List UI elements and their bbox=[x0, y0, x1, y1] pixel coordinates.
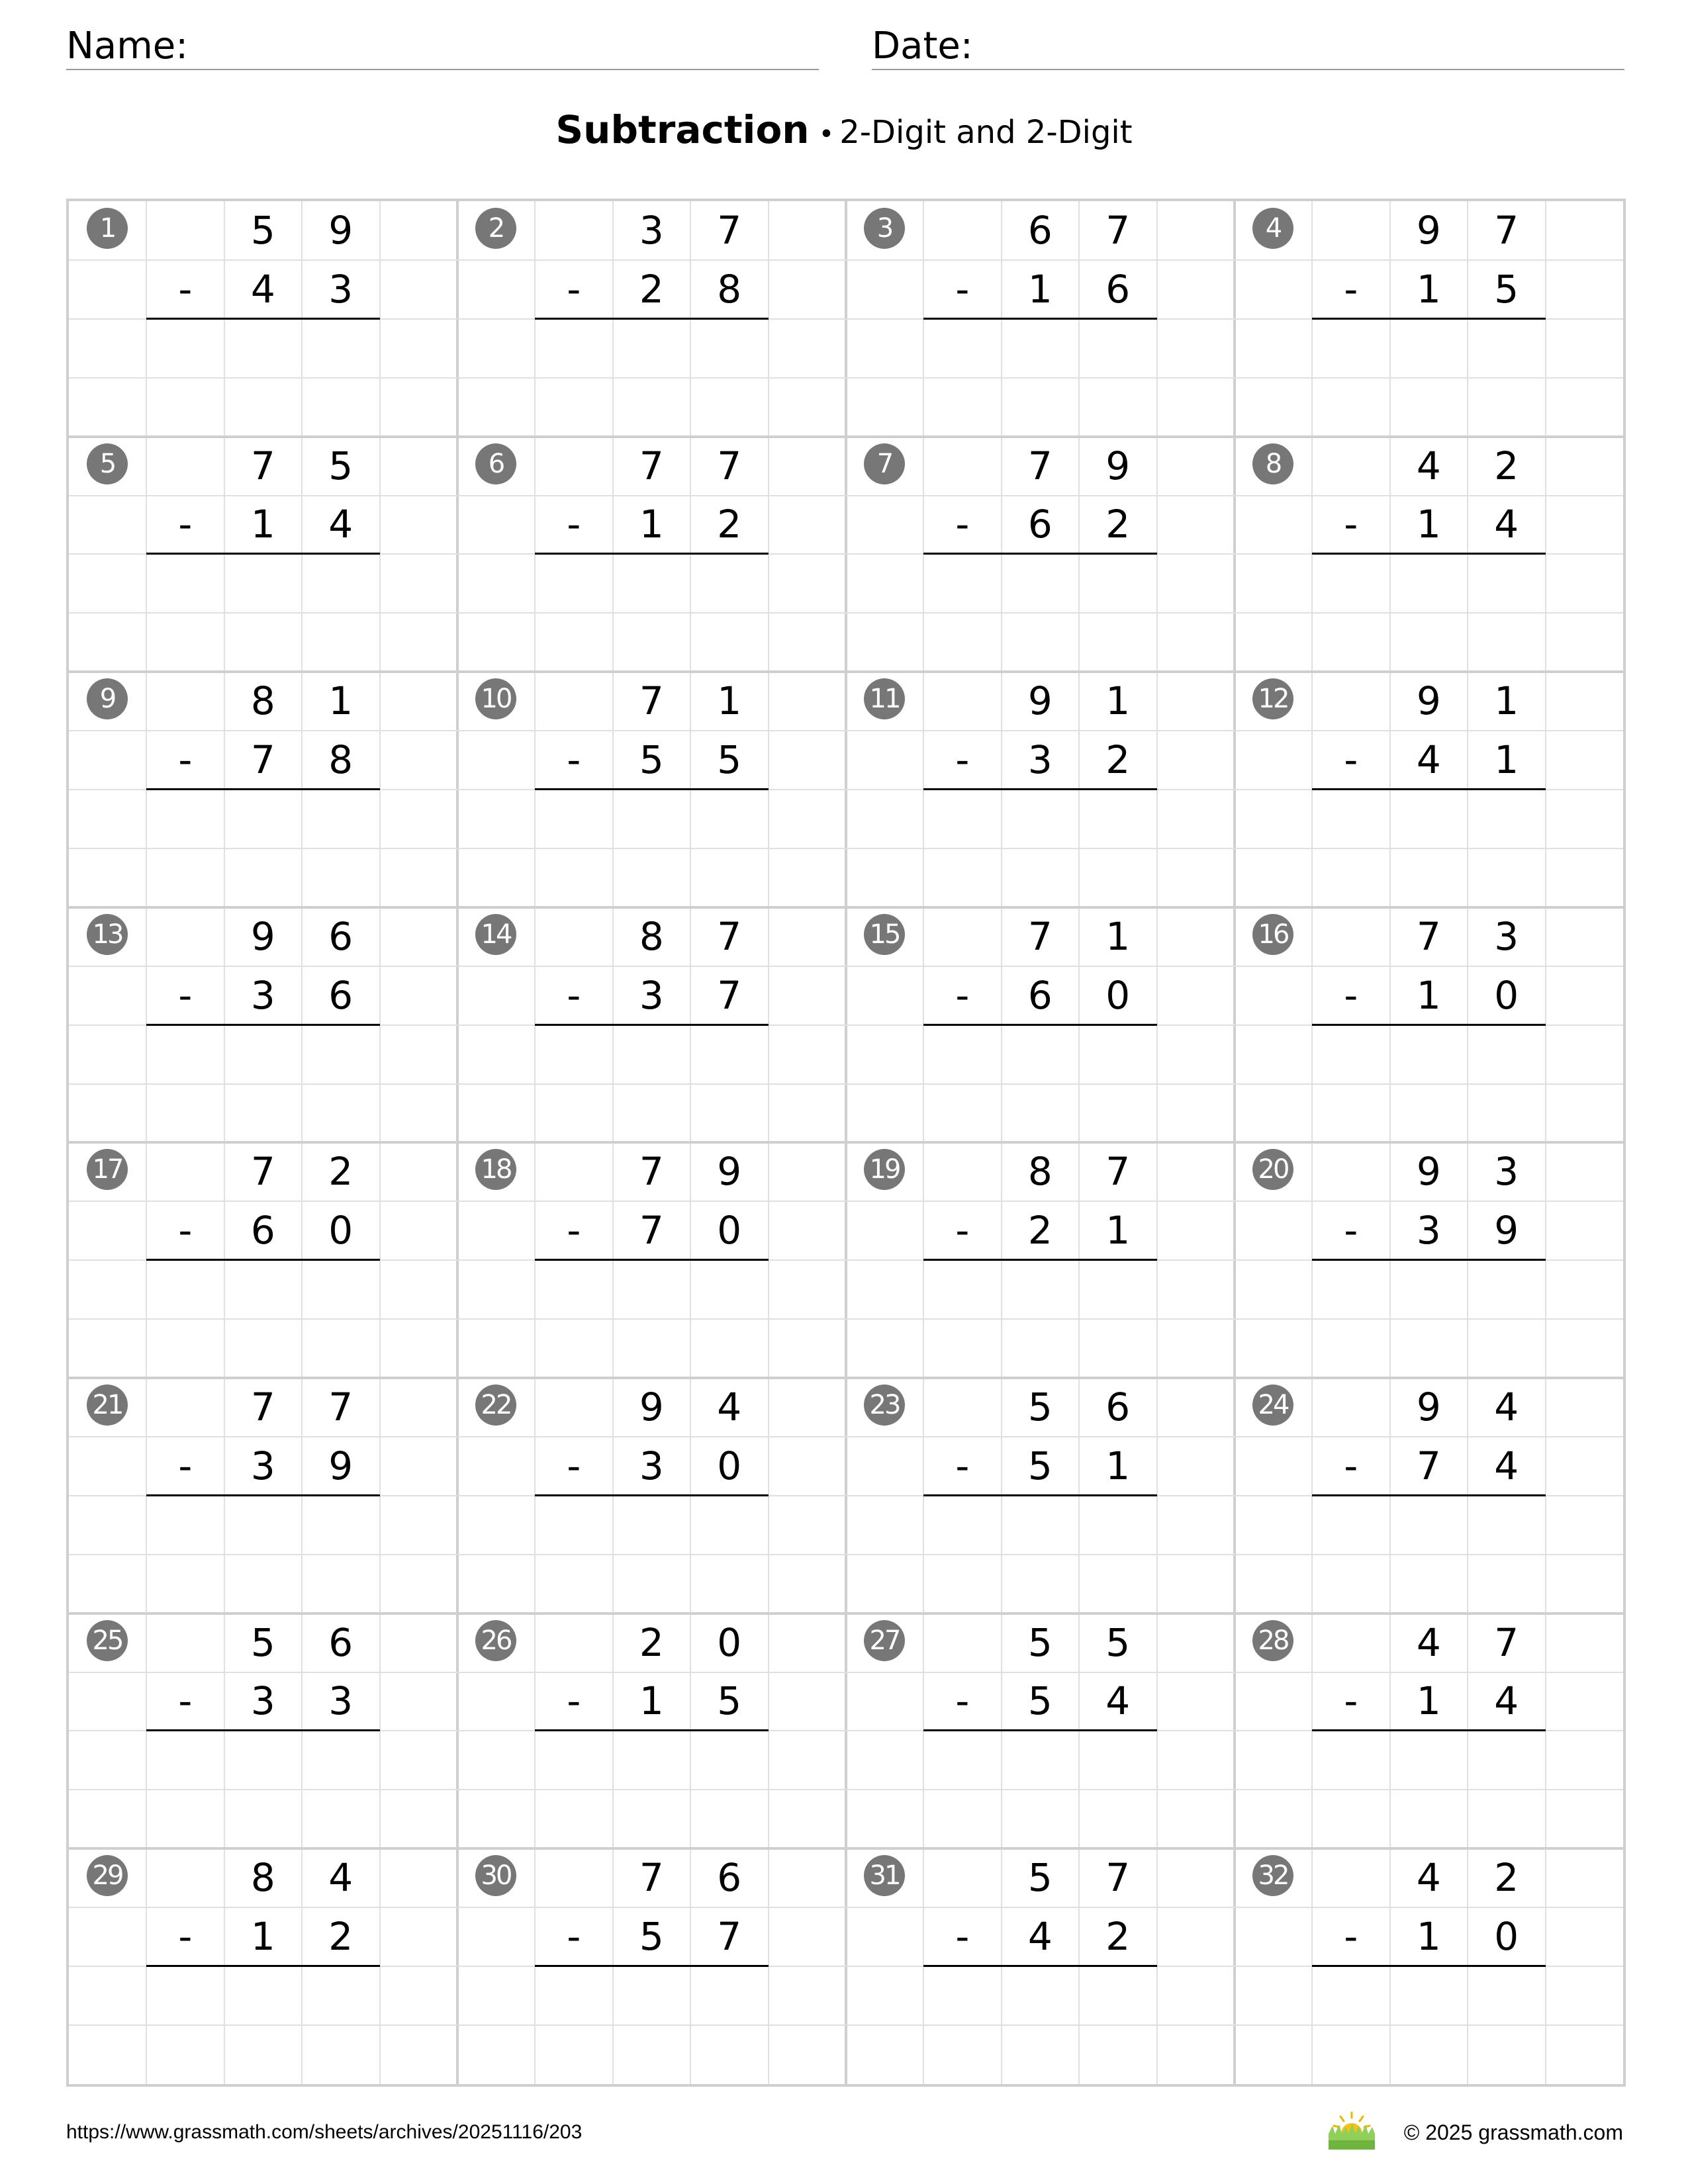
subtrahend-ones-digit: 0 bbox=[717, 1208, 742, 1253]
problem-number-badge: 24 bbox=[1252, 1385, 1293, 1426]
problem-number-badge: 15 bbox=[864, 914, 905, 955]
problem-20 bbox=[1235, 1142, 1623, 1378]
subtrahend-ones-digit: 2 bbox=[1105, 1914, 1131, 1960]
problem-number-badge: 27 bbox=[864, 1620, 905, 1661]
problem-29 bbox=[69, 1848, 457, 2084]
answer-line bbox=[146, 1259, 379, 1261]
subtrahend-tens-digit: 6 bbox=[250, 1208, 275, 1253]
problem-19 bbox=[846, 1142, 1235, 1378]
minus-sign: - bbox=[1344, 737, 1358, 783]
minuend-ones-digit: 1 bbox=[328, 678, 353, 724]
minuend-ones-digit: 2 bbox=[1494, 1855, 1519, 1901]
minuend-tens-digit: 9 bbox=[639, 1385, 664, 1430]
problem-13 bbox=[69, 907, 457, 1143]
title-bullet: • bbox=[818, 119, 835, 150]
minus-sign: - bbox=[955, 1443, 970, 1488]
minuend-ones-digit: 3 bbox=[1494, 1149, 1519, 1195]
problem-30 bbox=[457, 1848, 846, 2084]
minus-sign: - bbox=[567, 1914, 581, 1960]
minuend-tens-digit: 9 bbox=[1416, 1385, 1441, 1430]
subtrahend-ones-digit: 0 bbox=[1494, 1914, 1519, 1960]
minus-sign: - bbox=[178, 1443, 193, 1488]
subtrahend-tens-digit: 1 bbox=[1416, 266, 1441, 312]
problem-6 bbox=[457, 437, 846, 672]
problem-number-badge: 26 bbox=[475, 1620, 516, 1661]
problem-number-badge: 17 bbox=[87, 1149, 128, 1190]
subtrahend-ones-digit: 3 bbox=[328, 266, 353, 312]
subtrahend-ones-digit: 4 bbox=[1494, 502, 1519, 547]
minuend-tens-digit: 7 bbox=[639, 1149, 664, 1195]
problem-number-badge: 30 bbox=[475, 1855, 516, 1896]
problem-18 bbox=[457, 1142, 846, 1378]
minuend-tens-digit: 7 bbox=[250, 443, 275, 488]
minuend-tens-digit: 4 bbox=[1416, 443, 1441, 488]
date-label: Date: bbox=[872, 24, 973, 68]
subtrahend-tens-digit: 2 bbox=[639, 266, 664, 312]
subtrahend-tens-digit: 1 bbox=[1027, 266, 1053, 312]
subtrahend-tens-digit: 7 bbox=[250, 737, 275, 783]
minuend-ones-digit: 6 bbox=[328, 913, 353, 959]
subtrahend-ones-digit: 1 bbox=[1105, 1443, 1131, 1488]
answer-line bbox=[146, 1024, 379, 1026]
minuend-ones-digit: 7 bbox=[1105, 208, 1131, 253]
minuend-tens-digit: 7 bbox=[1416, 913, 1441, 959]
subtrahend-tens-digit: 5 bbox=[639, 1914, 664, 1960]
minuend-tens-digit: 7 bbox=[250, 1385, 275, 1430]
minuend-tens-digit: 9 bbox=[1416, 208, 1441, 253]
answer-line bbox=[535, 1729, 768, 1731]
subtrahend-tens-digit: 1 bbox=[639, 1678, 664, 1724]
subtrahend-tens-digit: 5 bbox=[1027, 1443, 1053, 1488]
worksheet-grid bbox=[66, 199, 1626, 2087]
minuend-tens-digit: 8 bbox=[1027, 1149, 1053, 1195]
minuend-ones-digit: 6 bbox=[717, 1855, 742, 1901]
subtrahend-tens-digit: 4 bbox=[1027, 1914, 1053, 1960]
subtrahend-tens-digit: 7 bbox=[1416, 1443, 1441, 1488]
subtrahend-tens-digit: 4 bbox=[1416, 737, 1441, 783]
minuend-ones-digit: 9 bbox=[328, 208, 353, 253]
minuend-ones-digit: 1 bbox=[1105, 678, 1131, 724]
minus-sign: - bbox=[567, 972, 581, 1018]
answer-line bbox=[535, 1024, 768, 1026]
minuend-tens-digit: 7 bbox=[1027, 913, 1053, 959]
minuend-ones-digit: 7 bbox=[1105, 1149, 1131, 1195]
subtrahend-ones-digit: 4 bbox=[1105, 1678, 1131, 1724]
problem-number-badge: 23 bbox=[864, 1385, 905, 1426]
minus-sign: - bbox=[1344, 502, 1358, 547]
answer-line bbox=[1312, 1494, 1545, 1496]
minuend-tens-digit: 7 bbox=[1027, 443, 1053, 488]
subtrahend-tens-digit: 1 bbox=[250, 502, 275, 547]
minus-sign: - bbox=[178, 1914, 193, 1960]
subtrahend-ones-digit: 6 bbox=[1105, 266, 1131, 312]
title-subtitle: 2-Digit and 2-Digit bbox=[839, 114, 1133, 151]
problem-number-badge: 9 bbox=[87, 678, 128, 719]
answer-line bbox=[923, 1494, 1156, 1496]
subtrahend-ones-digit: 0 bbox=[717, 1443, 742, 1488]
minus-sign: - bbox=[1344, 1914, 1358, 1960]
problem-22 bbox=[457, 1378, 846, 1614]
subtrahend-ones-digit: 5 bbox=[717, 737, 742, 783]
minuend-tens-digit: 6 bbox=[1027, 208, 1053, 253]
problem-number-badge: 11 bbox=[864, 678, 905, 719]
minuend-tens-digit: 7 bbox=[639, 1855, 664, 1901]
problem-23 bbox=[846, 1378, 1235, 1614]
subtrahend-ones-digit: 2 bbox=[1105, 502, 1131, 547]
minuend-ones-digit: 6 bbox=[1105, 1385, 1131, 1430]
answer-line bbox=[146, 1729, 379, 1731]
minuend-ones-digit: 5 bbox=[1105, 1619, 1131, 1665]
minus-sign: - bbox=[178, 972, 193, 1018]
minuend-ones-digit: 7 bbox=[1105, 1855, 1131, 1901]
answer-line bbox=[923, 788, 1156, 790]
subtrahend-tens-digit: 1 bbox=[1416, 972, 1441, 1018]
answer-line bbox=[923, 1259, 1156, 1261]
minus-sign: - bbox=[178, 737, 193, 783]
answer-line bbox=[146, 1965, 379, 1967]
minuend-ones-digit: 1 bbox=[717, 678, 742, 724]
minuend-ones-digit: 7 bbox=[1494, 208, 1519, 253]
answer-line bbox=[146, 318, 379, 320]
answer-line bbox=[1312, 318, 1545, 320]
answer-line bbox=[1312, 788, 1545, 790]
minus-sign: - bbox=[955, 1914, 970, 1960]
problem-12 bbox=[1235, 672, 1623, 907]
problem-2 bbox=[457, 201, 846, 437]
problem-31 bbox=[846, 1848, 1235, 2084]
minuend-ones-digit: 7 bbox=[717, 208, 742, 253]
minus-sign: - bbox=[567, 737, 581, 783]
minus-sign: - bbox=[955, 502, 970, 547]
problem-number-badge: 7 bbox=[864, 443, 905, 484]
subtrahend-ones-digit: 5 bbox=[1494, 266, 1519, 312]
minuend-ones-digit: 2 bbox=[1494, 443, 1519, 488]
subtrahend-ones-digit: 0 bbox=[1105, 972, 1131, 1018]
minuend-ones-digit: 7 bbox=[717, 443, 742, 488]
answer-line bbox=[535, 1494, 768, 1496]
subtrahend-ones-digit: 1 bbox=[1105, 1208, 1131, 1253]
subtrahend-ones-digit: 9 bbox=[1494, 1208, 1519, 1253]
problem-24 bbox=[1235, 1378, 1623, 1614]
problem-number-badge: 18 bbox=[475, 1149, 516, 1190]
subtrahend-ones-digit: 0 bbox=[1494, 972, 1519, 1018]
subtrahend-tens-digit: 6 bbox=[1027, 972, 1053, 1018]
name-label: Name: bbox=[66, 24, 189, 68]
minuend-tens-digit: 8 bbox=[639, 913, 664, 959]
minus-sign: - bbox=[1344, 1678, 1358, 1724]
subtrahend-ones-digit: 9 bbox=[328, 1443, 353, 1488]
minus-sign: - bbox=[567, 1678, 581, 1724]
minus-sign: - bbox=[955, 972, 970, 1018]
problem-number-badge: 28 bbox=[1252, 1620, 1293, 1661]
minus-sign: - bbox=[955, 1678, 970, 1724]
problem-number-badge: 21 bbox=[87, 1385, 128, 1426]
problem-15 bbox=[846, 907, 1235, 1143]
subtrahend-tens-digit: 1 bbox=[1416, 1678, 1441, 1724]
problem-number-badge: 22 bbox=[475, 1385, 516, 1426]
problem-number-badge: 3 bbox=[864, 208, 905, 249]
minuend-ones-digit: 1 bbox=[1105, 913, 1131, 959]
title-main: Subtraction bbox=[555, 107, 810, 152]
problem-number-badge: 31 bbox=[864, 1855, 905, 1896]
subtrahend-ones-digit: 2 bbox=[328, 1914, 353, 1960]
subtrahend-tens-digit: 3 bbox=[250, 972, 275, 1018]
minuend-tens-digit: 5 bbox=[1027, 1855, 1053, 1901]
date-field[interactable] bbox=[872, 20, 1624, 70]
footer-url: https://www.grassmath.com/sheets/archives/20251116/203 bbox=[66, 2121, 583, 2143]
problem-26 bbox=[457, 1614, 846, 1849]
problem-11 bbox=[846, 672, 1235, 907]
problem-28 bbox=[1235, 1614, 1623, 1849]
subtrahend-tens-digit: 3 bbox=[250, 1678, 275, 1724]
problem-16 bbox=[1235, 907, 1623, 1143]
minus-sign: - bbox=[178, 266, 193, 312]
subtrahend-ones-digit: 8 bbox=[717, 266, 742, 312]
problem-number-badge: 2 bbox=[475, 208, 516, 249]
answer-line bbox=[923, 553, 1156, 555]
subtrahend-tens-digit: 7 bbox=[639, 1208, 664, 1253]
minuend-ones-digit: 7 bbox=[1494, 1619, 1519, 1665]
problem-27 bbox=[846, 1614, 1235, 1849]
minuend-tens-digit: 7 bbox=[639, 443, 664, 488]
answer-line bbox=[535, 1965, 768, 1967]
answer-line bbox=[146, 1494, 379, 1496]
subtrahend-tens-digit: 1 bbox=[639, 502, 664, 547]
minus-sign: - bbox=[567, 1443, 581, 1488]
minuend-ones-digit: 4 bbox=[717, 1385, 742, 1430]
subtrahend-ones-digit: 2 bbox=[1105, 737, 1131, 783]
problem-1 bbox=[69, 201, 457, 437]
minuend-tens-digit: 9 bbox=[1416, 1149, 1441, 1195]
minuend-tens-digit: 5 bbox=[250, 208, 275, 253]
problem-number-badge: 19 bbox=[864, 1149, 905, 1190]
subtrahend-ones-digit: 7 bbox=[717, 972, 742, 1018]
subtrahend-tens-digit: 6 bbox=[1027, 502, 1053, 547]
answer-line bbox=[535, 318, 768, 320]
grass-sun-logo-icon bbox=[1327, 2110, 1376, 2151]
problem-9 bbox=[69, 672, 457, 907]
subtrahend-ones-digit: 5 bbox=[717, 1678, 742, 1724]
answer-line bbox=[146, 553, 379, 555]
minus-sign: - bbox=[1344, 972, 1358, 1018]
subtrahend-ones-digit: 4 bbox=[1494, 1443, 1519, 1488]
minuend-tens-digit: 9 bbox=[250, 913, 275, 959]
minuend-ones-digit: 9 bbox=[717, 1149, 742, 1195]
minuend-ones-digit: 7 bbox=[328, 1385, 353, 1430]
minus-sign: - bbox=[178, 1678, 193, 1724]
problem-number-badge: 4 bbox=[1252, 208, 1293, 249]
name-field[interactable] bbox=[66, 20, 819, 70]
problem-3 bbox=[846, 201, 1235, 437]
minuend-tens-digit: 2 bbox=[639, 1619, 664, 1665]
answer-line bbox=[1312, 1965, 1545, 1967]
minuend-tens-digit: 3 bbox=[639, 208, 664, 253]
subtrahend-tens-digit: 1 bbox=[1416, 502, 1441, 547]
subtrahend-tens-digit: 1 bbox=[250, 1914, 275, 1960]
minuend-ones-digit: 4 bbox=[1494, 1385, 1519, 1430]
problem-number-badge: 14 bbox=[475, 914, 516, 955]
answer-line bbox=[535, 553, 768, 555]
problem-number-badge: 16 bbox=[1252, 914, 1293, 955]
minuend-ones-digit: 0 bbox=[717, 1619, 742, 1665]
answer-line bbox=[923, 1729, 1156, 1731]
problem-10 bbox=[457, 672, 846, 907]
subtrahend-tens-digit: 3 bbox=[1416, 1208, 1441, 1253]
problem-17 bbox=[69, 1142, 457, 1378]
problem-number-badge: 32 bbox=[1252, 1855, 1293, 1896]
minuend-ones-digit: 7 bbox=[717, 913, 742, 959]
subtrahend-tens-digit: 3 bbox=[639, 972, 664, 1018]
date-line bbox=[872, 69, 1624, 70]
minus-sign: - bbox=[955, 1208, 970, 1253]
minuend-ones-digit: 1 bbox=[1494, 678, 1519, 724]
minus-sign: - bbox=[1344, 1208, 1358, 1253]
problem-5 bbox=[69, 437, 457, 672]
problem-number-badge: 6 bbox=[475, 443, 516, 484]
problem-number-badge: 20 bbox=[1252, 1149, 1293, 1190]
subtrahend-tens-digit: 5 bbox=[639, 737, 664, 783]
minus-sign: - bbox=[567, 1208, 581, 1253]
problem-14 bbox=[457, 907, 846, 1143]
subtrahend-ones-digit: 0 bbox=[328, 1208, 353, 1253]
subtrahend-tens-digit: 5 bbox=[1027, 1678, 1053, 1724]
minus-sign: - bbox=[567, 266, 581, 312]
answer-line bbox=[923, 1024, 1156, 1026]
minuend-tens-digit: 7 bbox=[639, 678, 664, 724]
answer-line bbox=[923, 1965, 1156, 1967]
footer-copyright: © 2025 grassmath.com bbox=[1403, 2120, 1623, 2144]
minuend-tens-digit: 9 bbox=[1027, 678, 1053, 724]
problem-8 bbox=[1235, 437, 1623, 672]
subtrahend-tens-digit: 1 bbox=[1416, 1914, 1441, 1960]
subtrahend-ones-digit: 8 bbox=[328, 737, 353, 783]
minuend-ones-digit: 3 bbox=[1494, 913, 1519, 959]
subtrahend-tens-digit: 3 bbox=[250, 1443, 275, 1488]
minuend-ones-digit: 2 bbox=[328, 1149, 353, 1195]
subtrahend-tens-digit: 4 bbox=[250, 266, 275, 312]
answer-line bbox=[535, 788, 768, 790]
minuend-tens-digit: 4 bbox=[1416, 1855, 1441, 1901]
problem-25 bbox=[69, 1614, 457, 1849]
answer-line bbox=[146, 788, 379, 790]
subtrahend-ones-digit: 6 bbox=[328, 972, 353, 1018]
page-title bbox=[0, 103, 1688, 166]
minus-sign: - bbox=[955, 266, 970, 312]
subtrahend-tens-digit: 3 bbox=[639, 1443, 664, 1488]
minuend-tens-digit: 5 bbox=[250, 1619, 275, 1665]
answer-line bbox=[1312, 1259, 1545, 1261]
minuend-ones-digit: 4 bbox=[328, 1855, 353, 1901]
problem-number-badge: 13 bbox=[87, 914, 128, 955]
subtrahend-tens-digit: 3 bbox=[1027, 737, 1053, 783]
minuend-tens-digit: 8 bbox=[250, 678, 275, 724]
minus-sign: - bbox=[178, 502, 193, 547]
minus-sign: - bbox=[955, 737, 970, 783]
minuend-ones-digit: 5 bbox=[328, 443, 353, 488]
minus-sign: - bbox=[1344, 266, 1358, 312]
problem-number-badge: 1 bbox=[87, 208, 128, 249]
minus-sign: - bbox=[567, 502, 581, 547]
minus-sign: - bbox=[1344, 1443, 1358, 1488]
minus-sign: - bbox=[178, 1208, 193, 1253]
minuend-ones-digit: 9 bbox=[1105, 443, 1131, 488]
subtrahend-ones-digit: 7 bbox=[717, 1914, 742, 1960]
problem-4 bbox=[1235, 201, 1623, 437]
minuend-tens-digit: 4 bbox=[1416, 1619, 1441, 1665]
name-line bbox=[66, 69, 819, 70]
subtrahend-ones-digit: 1 bbox=[1494, 737, 1519, 783]
answer-line bbox=[1312, 553, 1545, 555]
problem-7 bbox=[846, 437, 1235, 672]
subtrahend-ones-digit: 2 bbox=[717, 502, 742, 547]
minuend-tens-digit: 5 bbox=[1027, 1619, 1053, 1665]
answer-line bbox=[923, 318, 1156, 320]
minuend-tens-digit: 9 bbox=[1416, 678, 1441, 724]
minuend-tens-digit: 5 bbox=[1027, 1385, 1053, 1430]
minuend-ones-digit: 6 bbox=[328, 1619, 353, 1665]
minuend-tens-digit: 8 bbox=[250, 1855, 275, 1901]
problem-number-badge: 8 bbox=[1252, 443, 1293, 484]
subtrahend-ones-digit: 4 bbox=[328, 502, 353, 547]
problem-number-badge: 5 bbox=[87, 443, 128, 484]
answer-line bbox=[1312, 1729, 1545, 1731]
problem-number-badge: 12 bbox=[1252, 678, 1293, 719]
subtrahend-ones-digit: 3 bbox=[328, 1678, 353, 1724]
problem-21 bbox=[69, 1378, 457, 1614]
subtrahend-tens-digit: 2 bbox=[1027, 1208, 1053, 1253]
problem-number-badge: 10 bbox=[475, 678, 516, 719]
problem-32 bbox=[1235, 1848, 1623, 2084]
problem-number-badge: 29 bbox=[87, 1855, 128, 1896]
problem-number-badge: 25 bbox=[87, 1620, 128, 1661]
subtrahend-ones-digit: 4 bbox=[1494, 1678, 1519, 1724]
answer-line bbox=[1312, 1024, 1545, 1026]
answer-line bbox=[535, 1259, 768, 1261]
minuend-tens-digit: 7 bbox=[250, 1149, 275, 1195]
